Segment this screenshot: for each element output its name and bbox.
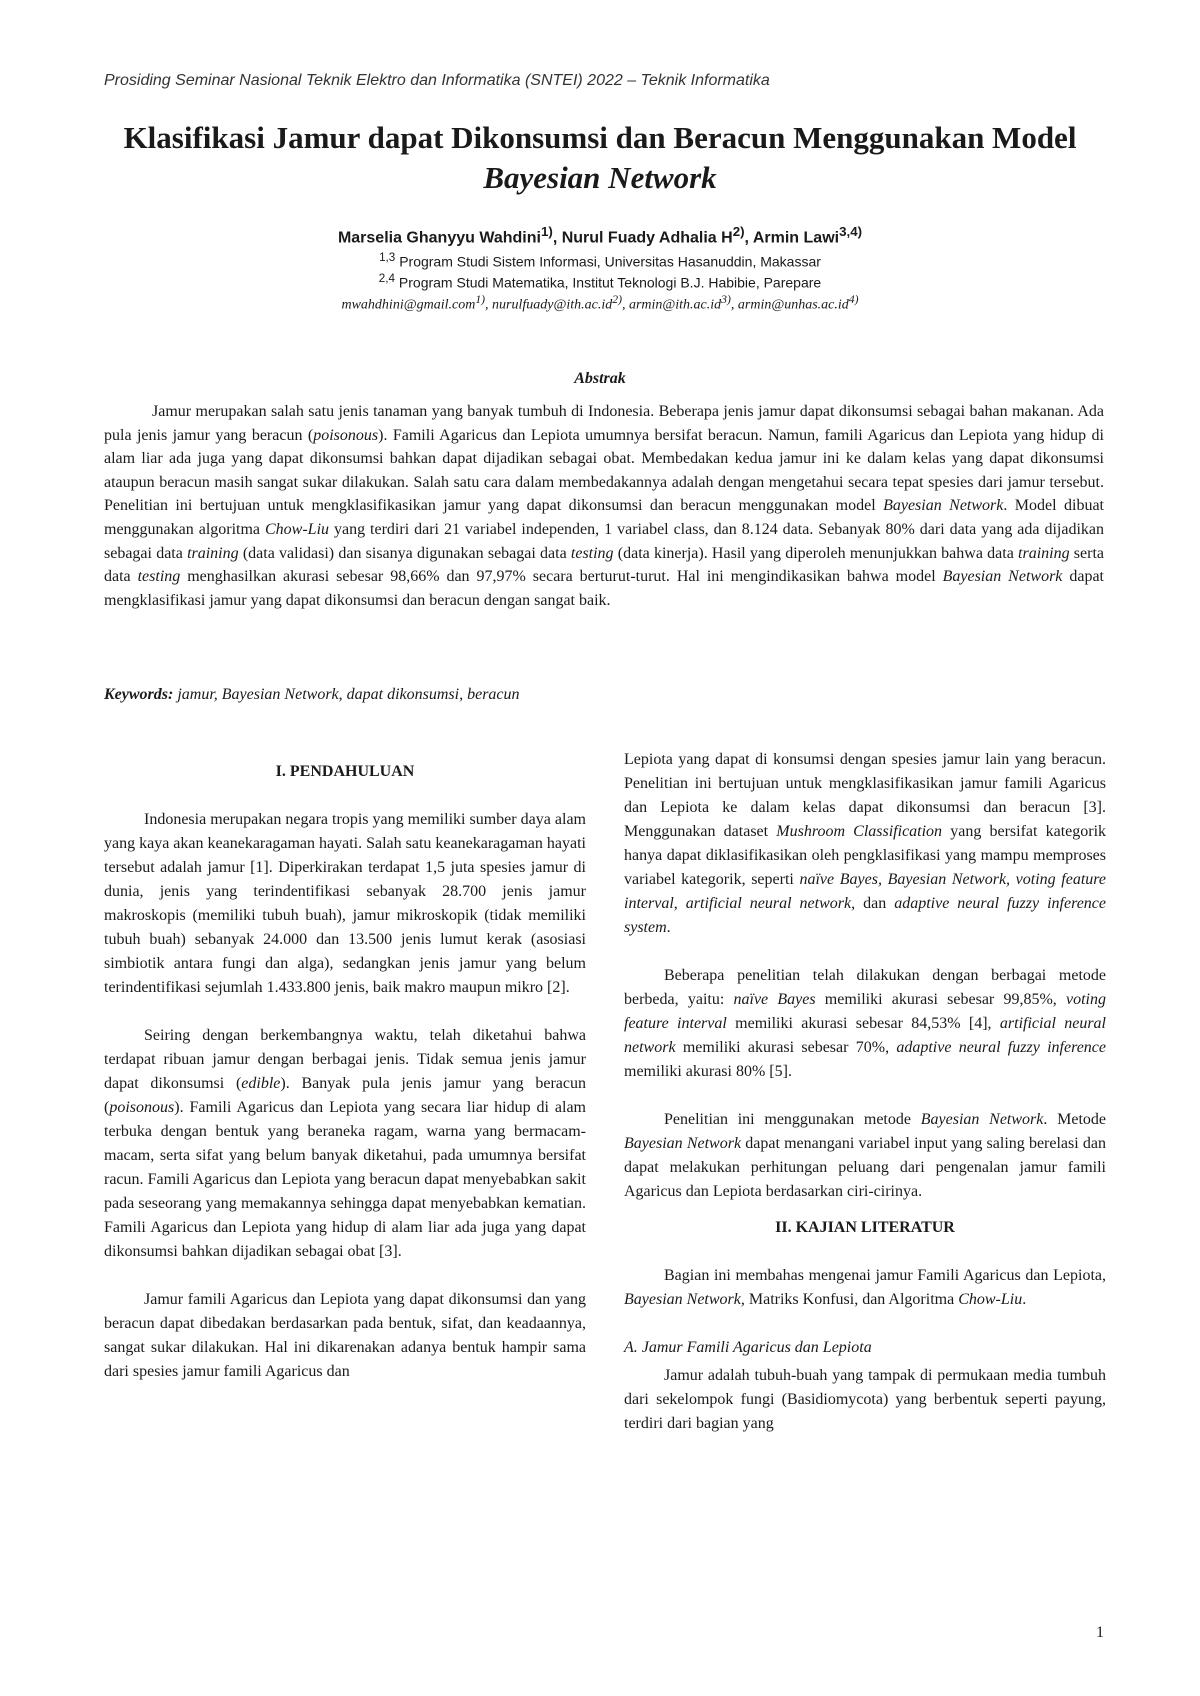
body-text: . <box>1022 1291 1027 1308</box>
abstract-paragraph <box>104 400 1104 612</box>
email-4: armin@unhas.ac.id <box>737 297 849 313</box>
abstract-text: menghasilkan akurasi sebesar 98,66% dan 97,97% secara berturut-turut. Hal ini mengindikasikan bahwa model <box>180 568 943 586</box>
abstract-italic: testing <box>570 544 614 562</box>
body-italic: naïve Bayes <box>733 991 816 1008</box>
paper-title-main: Klasifikasi Jamur dapat Dikonsumsi dan Beracun Menggunakan Model <box>123 120 1077 155</box>
author-1: Marselia Ghanyyu Wahdini <box>337 229 541 247</box>
abstract-text: ). Famili Agaricus dan Lepiota umumnya bersifat beracun. Namun, famili Agaricus dan Lepiota yang hidup di alam liar ada juga yang dapat dikonsumsi bahkan dapat dijadikan sebagai obat. Membedakan kedua jamur ini ke dalam kelas yang dapat dikonsumsi ataupun beracun masih sangat sukar dilakukan. Salah satu cara dalam membedakannya adalah dengan mengetahui secara tepat spesies dari jamur tersebut. Penelitian ini bertujuan untuk mengklasifikasikan jamur yang dapat dikonsumsi dan beracun menggunakan model <box>104 426 1105 515</box>
body-paragraph: Indonesia merupakan negara tropis yang memiliki sumber daya alam yang kaya akan keanekaragaman hayati. Salah satu keanekaragaman hayati tersebut adalah jamur [1]. Diperkirakan terdapat 1,5 juta spesies jamur di dunia, jenis yang terindentifikasi sebanyak 28.700 jenis jamur makroskopis (memiliki tubuh buah), jamur mikroskopik (tidak memiliki tubuh buah) sebanyak 24.000 dan 13.500 jenis lumut kerak (asosiasi simbiotik antara fungi dan alga), sedangkan jenis jamur yang belum terindentifikasi sejumlah 1.433.800 jenis, baik makro maupun mikro [2]. <box>104 811 586 996</box>
body-text: Seiring dengan berkembangnya waktu, telah diketahui bahwa terdapat ribuan jamur dengan berbagai jenis. Tidak semua jenis jamur dapat dikonsumsi ( <box>104 1027 586 1092</box>
body-paragraph <box>624 964 1106 1084</box>
abstract-text: (data validasi) dan sisanya digunakan sebagai data <box>238 544 571 562</box>
author-2-sup: 2) <box>732 224 745 239</box>
body-italic: Mushroom Classification <box>776 823 943 840</box>
body-text: . <box>666 919 671 936</box>
proceedings-header: Prosiding Seminar Nasional Teknik Elektro dan Informatika (SNTEI) 2022 – Teknik Informatika <box>104 72 770 89</box>
body-italic: Bayesian Network <box>920 1111 1044 1128</box>
body-text: memiliki akurasi 80% [5]. <box>624 1063 792 1080</box>
subsection-heading-a: A. Jamur Famili Agaricus dan Lepiota <box>624 1339 872 1356</box>
abstract-italic: poisonous <box>313 426 379 444</box>
abstract-italic: testing <box>137 568 181 586</box>
right-column <box>624 748 1106 1436</box>
author-1-sup: 1) <box>540 224 553 239</box>
body-paragraph <box>624 1264 1106 1312</box>
page-number: 1 <box>1096 1624 1104 1641</box>
abstract-italic: Bayesian Network <box>942 568 1063 586</box>
author-2: Nurul Fuady Adhalia H <box>561 229 733 247</box>
author-separator: , <box>552 229 562 247</box>
email-list: mwahdhini@gmail.com$^{1)}$, $nurulfuady@ith.ac.id^{2)}$, $armin@ith.ac.id^{3)}$, $armin@unhas.ac.id^{4)}$ <box>341 293 859 313</box>
author-separator: , <box>744 229 753 247</box>
body-text: memiliki akurasi sebesar 84,53% [4], <box>726 1015 1000 1032</box>
body-text: ). Banyak pula jenis jamur yang beracun ( <box>104 1075 586 1116</box>
body-italic: edible <box>241 1075 281 1092</box>
body-italic: Bayesian Network <box>624 1135 742 1152</box>
keywords-text: jamur, Bayesian Network, dapat dikonsumsi, beracun <box>173 686 520 703</box>
affiliation-1 <box>100 251 1100 270</box>
email-3: armin@ith.ac.id <box>628 297 722 313</box>
body-text: Lepiota yang dapat di konsumsi dengan spesies jamur lain yang beracun. Penelitian ini bertujuan untuk mengklasifikasikan jamur famili Agaricus dan Lepiota ke dalam kelas dapat dikonsumsi dan beracun [3]. Menggunakan dataset <box>624 751 1106 840</box>
body-italic: adaptive neural fuzzy inference <box>896 1039 1107 1056</box>
abstract-text: . Model dibuat menggunakan algoritma <box>104 497 1104 538</box>
paper-title <box>80 118 1120 198</box>
keywords-line <box>104 686 1104 704</box>
abstract-heading: Abstrak <box>574 370 626 387</box>
author-3-sup: 3,4) <box>839 224 863 239</box>
email-2: nurulfuady@ith.ac.id <box>492 297 613 313</box>
body-text: yang bersifat kategorik hanya dapat diklasifikasikan oleh pengklasifikasi yang mampu memproses variabel kategorik, seperti <box>624 823 1107 888</box>
body-text: Beberapa penelitian telah dilakukan dengan berbagai metode berbeda, yaitu: <box>624 967 1106 1008</box>
abstract-italic: Chow-Liu <box>265 520 330 538</box>
body-paragraph: Jamur famili Agaricus dan Lepiota yang dapat dikonsumsi dan yang beracun dapat dibedakan berdasarkan pada bentuk, sifat, dan keadaannya, sangat sukar dilakukan. Hal ini dikarenakan adanya bentuk hampir sama dari spesies jamur famili Agaricus dan <box>104 1291 586 1380</box>
email-1-sup: 1) <box>475 293 486 306</box>
body-paragraph <box>104 1024 586 1264</box>
body-text: memiliki akurasi sebesar 70%, <box>675 1039 897 1056</box>
abstract-italic: Bayesian Network <box>883 497 1004 515</box>
body-italic: Chow-Liu <box>958 1291 1023 1308</box>
body-paragraph <box>624 748 1106 940</box>
body-paragraph: Jamur adalah tubuh-buah yang tampak di permukaan media tumbuh dari sekelompok fungi (Basidiomycota) yang berbentuk seperti payung, terdiri dari bagian yang <box>624 1367 1106 1432</box>
body-italic: Bayesian Network, <box>624 1291 745 1308</box>
section-heading-kajian-literatur: II. KAJIAN LITERATUR <box>775 1219 955 1236</box>
section-heading-pendahuluan: I. PENDAHULUAN <box>275 763 415 780</box>
body-italic: artificial neural network <box>624 1015 1106 1056</box>
abstract-text: serta data <box>104 544 1105 586</box>
abstract-body <box>104 400 1104 612</box>
body-italic: adaptive neural fuzzy inference system <box>624 895 1106 936</box>
email-4-sup: 4) <box>848 293 859 306</box>
paper-title-sub: Bayesian Network <box>483 160 717 195</box>
author-list <box>100 224 1100 247</box>
body-text: Penelitian ini menggunakan metode <box>664 1111 921 1128</box>
affiliation-1-text: Program Studi Sistem Informasi, Universitas Hasanuddin, Makassar <box>399 253 821 270</box>
left-column <box>104 748 586 1408</box>
body-text: Bagian ini membahas mengenai jamur Famili Agaricus dan Lepiota, <box>664 1267 1106 1284</box>
email-2-sup: 2) <box>612 293 622 306</box>
affiliation-2-text: Program Studi Matematika, Institut Teknologi B.J. Habibie, Parepare <box>398 274 822 291</box>
body-text: dan <box>855 895 895 912</box>
abstract-italic: training <box>187 544 239 562</box>
author-3: Armin Lawi <box>752 229 840 247</box>
abstract-italic: training <box>1018 544 1070 562</box>
body-italic: voting feature interval <box>624 991 1106 1032</box>
body-text: Matriks Konfusi, dan Algoritma <box>744 1291 959 1308</box>
abstract-text: dapat mengklasifikasi jamur yang dapat dikonsumsi dan beracun dengan sangat baik. <box>104 568 1104 609</box>
affiliation-2-sup: 2,4 <box>378 272 396 285</box>
body-italic: naïve Bayes, Bayesian Network, voting feature interval, artificial neural network, <box>624 871 1107 912</box>
affiliation-1-sup: 1,3 <box>379 251 396 264</box>
email-1: mwahdhini@gmail.com <box>341 297 476 313</box>
affiliation-2 <box>100 272 1100 291</box>
abstract-text: (data kinerja). Hasil yang diperoleh menunjukkan bahwa data <box>613 544 1019 562</box>
email-3-sup: 3) <box>721 293 731 306</box>
body-text: . Metode <box>1043 1111 1107 1128</box>
abstract-text: yang terdiri dari 21 variabel independen, 1 variabel class, dan 8.124 data. Sebanyak 80% dari data yang ada dijadikan sebagai data <box>104 520 1104 562</box>
body-paragraph <box>624 1108 1106 1204</box>
abstract-text: Jamur merupakan salah satu jenis tanaman yang banyak tumbuh di Indonesia. Beberapa jenis jamur dapat dikonsumsi sebagai bahan makanan. Ada pula jenis jamur yang beracun ( <box>104 403 1104 444</box>
keywords-label: Keywords: <box>104 686 174 703</box>
body-text: memiliki akurasi sebesar 99,85%, <box>815 991 1066 1008</box>
body-text: dapat menangani variabel input yang saling berelasi dan dapat melakukan perhitungan peluang dari pengenalan jamur famili Agaricus dan Lepiota berdasarkan ciri-cirinya. <box>624 1135 1106 1200</box>
body-text: ). Famili Agaricus dan Lepiota yang secara liar hidup di alam terbuka dengan bentuk yang beraneka ragam, warna yang bermacam-macam, serta sifat yang belum banyak diketahui, pada umumnya bersifat racun. Famili Agaricus dan Lepiota yang beracun dapat menyebabkan sakit pada seseorang yang memakannya sehingga dapat menyebabkan kematian. Famili Agaricus dan Lepiota yang hidup di alam liar ada juga yang dapat dikonsumsi bahkan dijadikan sebagai obat [3]. <box>104 1099 586 1260</box>
body-italic: poisonous <box>109 1099 175 1116</box>
